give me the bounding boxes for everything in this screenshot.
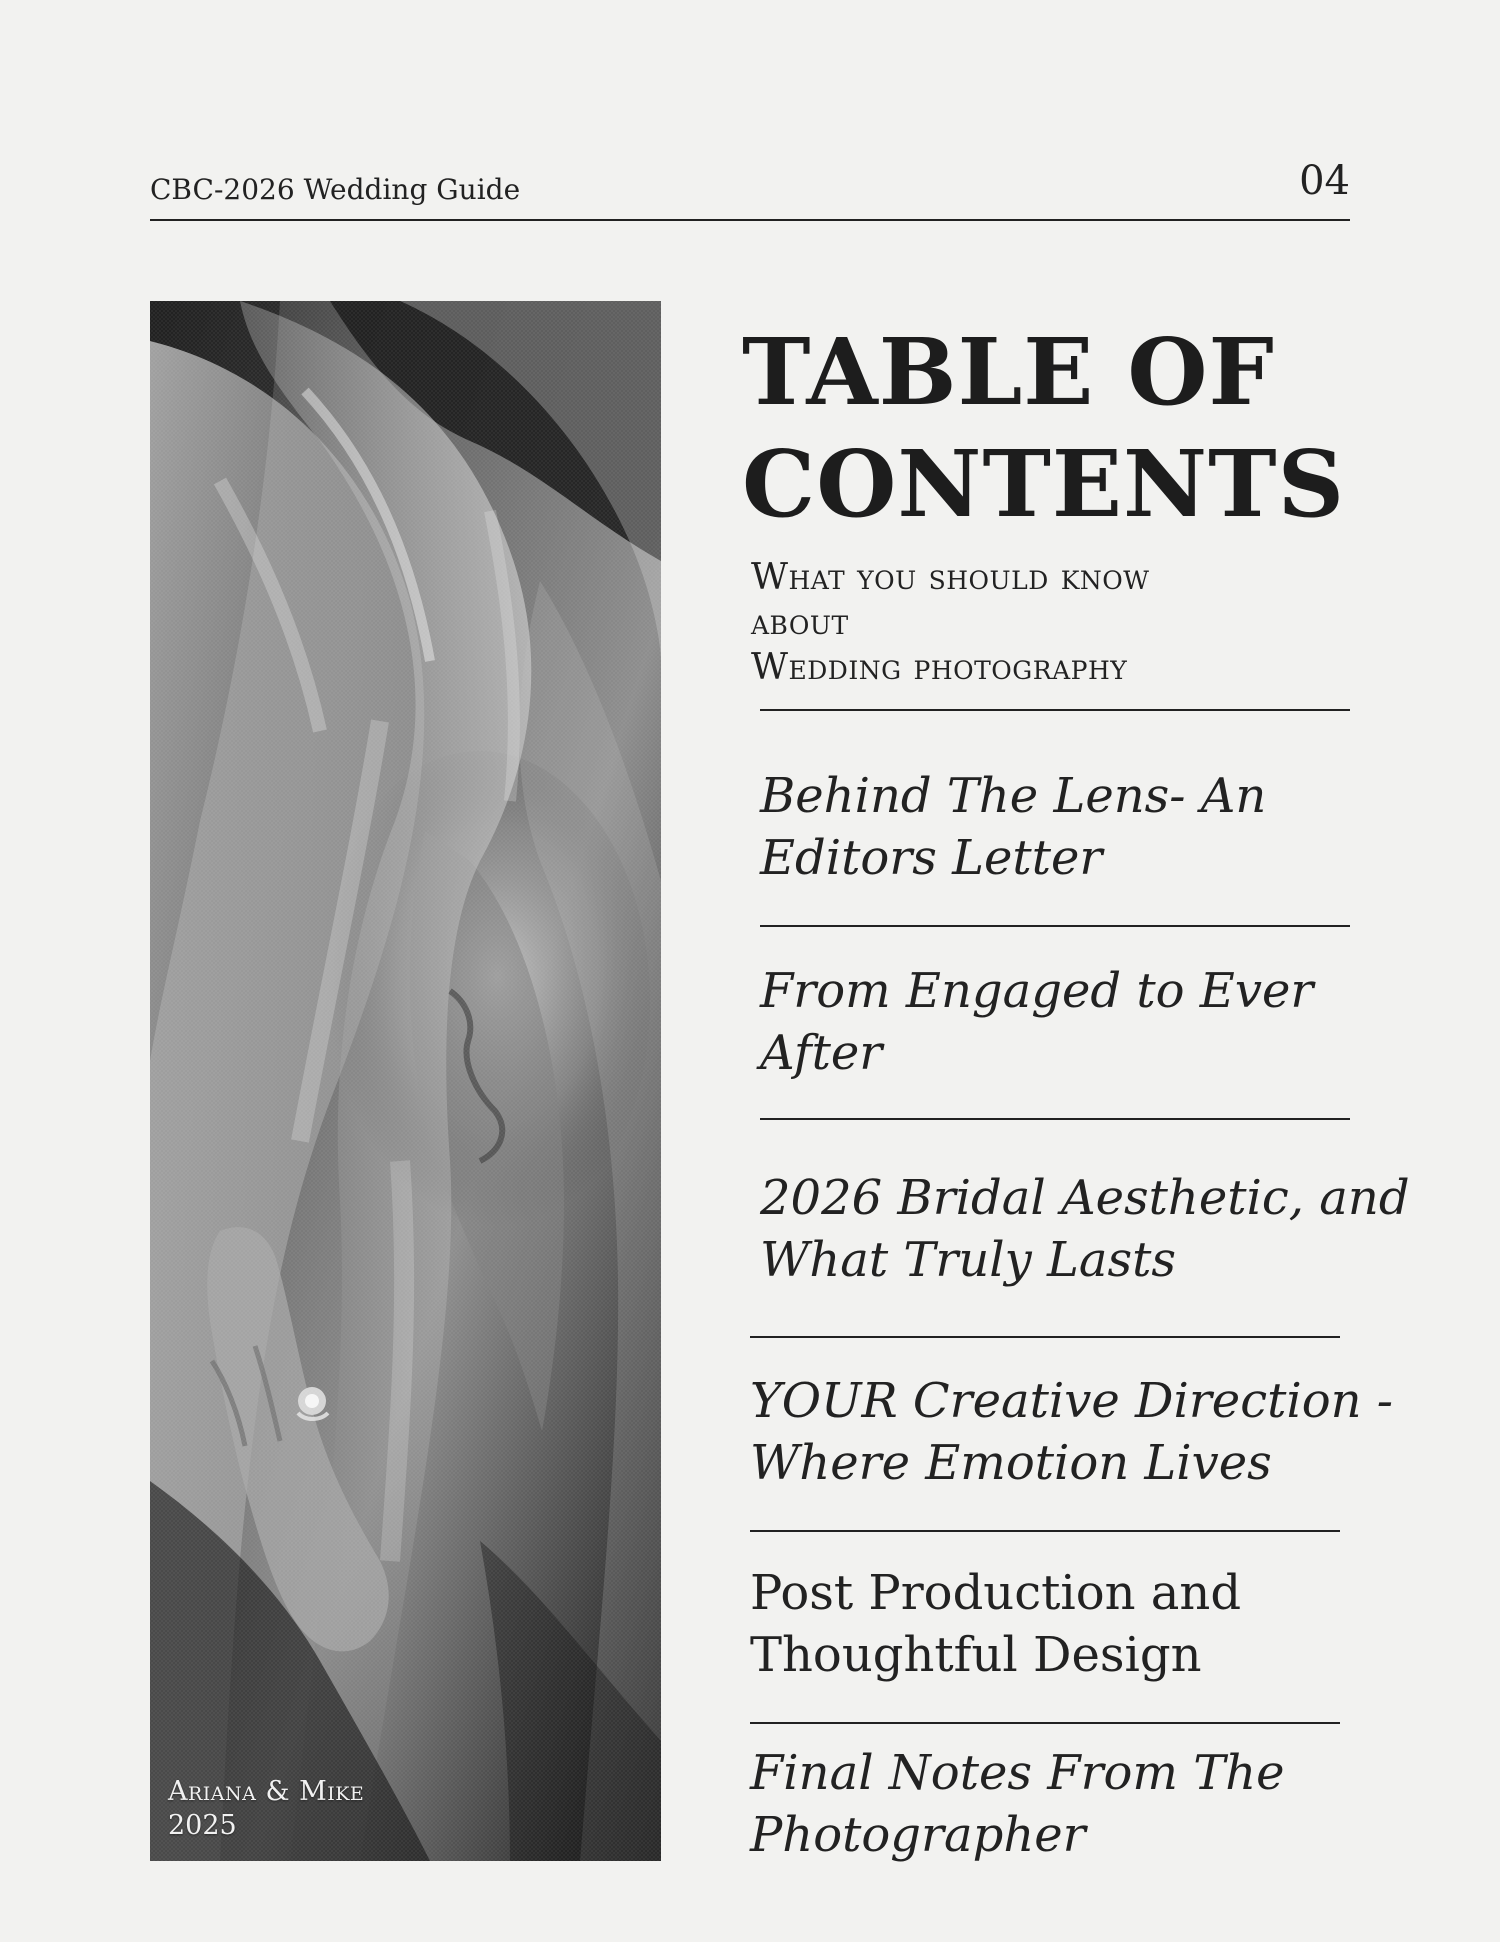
title-line-1: TABLE OF (742, 318, 1275, 426)
toc-item-1-line-2: Editors Letter (760, 830, 1103, 886)
toc-item-3[interactable] (760, 1167, 1410, 1291)
toc-item-5-line-1: Post Production and (750, 1565, 1242, 1621)
toc-item-5-line-2: Thoughtful Design (750, 1627, 1202, 1683)
toc-item-3-line-2: What Truly Lasts (760, 1232, 1177, 1288)
veil-couple-illustration (150, 301, 661, 1861)
toc-subtitle (751, 555, 1311, 690)
toc-item-6-line-1: Final Notes From The (750, 1745, 1285, 1801)
divider-3 (760, 1118, 1350, 1120)
caption-names: Ariana & Mike (168, 1776, 365, 1807)
table-of-contents-title (742, 316, 1362, 540)
wedding-photo (150, 301, 661, 1861)
divider-1 (760, 709, 1350, 711)
subtitle-line-1: What you should know (751, 557, 1150, 598)
subtitle-line-3: Wedding photography (751, 647, 1128, 688)
toc-item-5[interactable] (750, 1562, 1241, 1686)
toc-item-4[interactable] (750, 1370, 1393, 1494)
toc-item-6-line-2: Photographer (750, 1807, 1086, 1863)
photo-caption (168, 1775, 364, 1843)
toc-item-4-line-1: YOUR Creative Direction - (750, 1373, 1394, 1429)
caption-year: 2025 (168, 1810, 237, 1841)
page-number: 04 (1299, 158, 1350, 204)
toc-item-6[interactable] (750, 1742, 1285, 1866)
header-divider (150, 219, 1350, 221)
subtitle-line-2: about (751, 602, 849, 643)
toc-item-2[interactable] (760, 960, 1313, 1084)
toc-item-3-line-1: 2026 Bridal Aesthetic, and (760, 1170, 1410, 1226)
title-line-2: CONTENTS (742, 430, 1346, 538)
toc-item-4-line-2: Where Emotion Lives (750, 1435, 1272, 1491)
toc-item-2-line-2: After (760, 1025, 883, 1081)
divider-6 (750, 1722, 1340, 1724)
divider-2 (760, 925, 1350, 927)
divider-4 (750, 1336, 1340, 1338)
guide-title: CBC-2026 Wedding Guide (150, 173, 521, 206)
toc-item-1-line-1: Behind The Lens- An (760, 768, 1267, 824)
divider-5 (750, 1530, 1340, 1532)
toc-item-2-line-1: From Engaged to Ever (760, 963, 1314, 1019)
toc-item-1[interactable] (760, 765, 1266, 889)
